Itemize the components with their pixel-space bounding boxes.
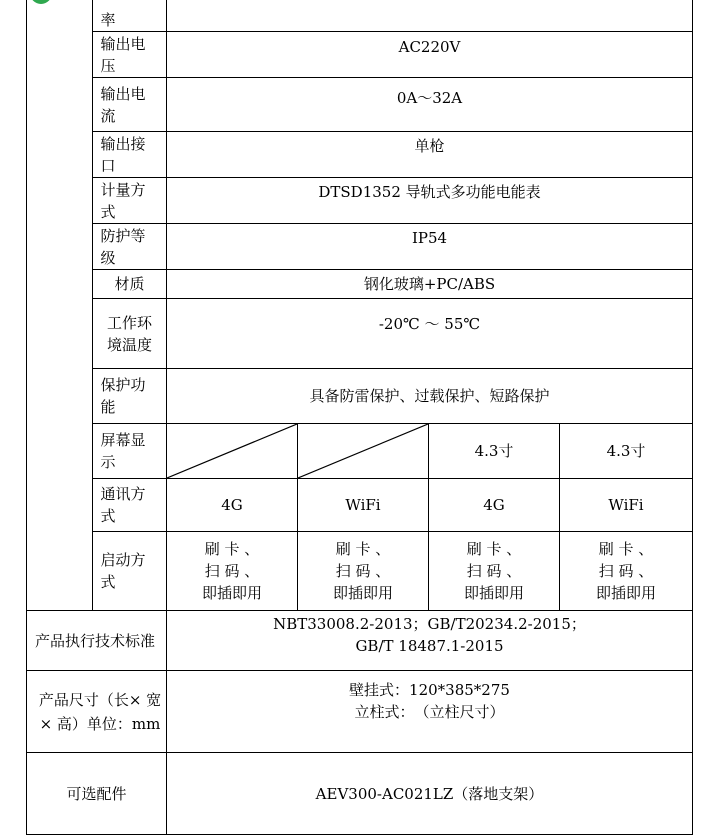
start-line-2: 扫 码 、 — [204, 562, 260, 580]
dimensions-label-text: 产品尺寸（长× 宽× 高）单位：mm — [38, 690, 162, 733]
start-line-3: 即插即用 — [332, 584, 393, 602]
table-row — [27, 753, 693, 835]
material-value: 钢化玻璃+PC/ABS — [167, 270, 693, 299]
environment-label-text: 工作环境温度 — [106, 313, 152, 354]
start-line-1: 刷 卡 、 — [204, 540, 260, 558]
start-line-3: 即插即用 — [201, 584, 262, 602]
standard-line-1: NBT33008.2-2013；GB/T20234.2-2015； — [273, 615, 586, 633]
table-row — [27, 32, 693, 78]
start-value-1 — [167, 532, 298, 611]
screen-label-text: 屏幕显示 — [100, 431, 146, 471]
spec-table — [26, 0, 693, 835]
dimensions-line-2: 立柱式： （立柱尺寸） — [354, 703, 505, 721]
start-value-3 — [429, 532, 560, 611]
table-row — [27, 532, 693, 611]
table-row — [27, 224, 693, 270]
start-line-2: 扫 码 、 — [466, 562, 522, 580]
table-row — [27, 270, 693, 299]
row-label-metering — [93, 178, 167, 224]
voltage-label-text: 输出电压 — [100, 34, 146, 75]
table-row — [27, 369, 693, 424]
standard-value — [167, 611, 693, 671]
environment-value: -20℃ ～ 55℃ — [167, 299, 693, 369]
start-line-2: 扫 码 、 — [335, 562, 391, 580]
dimensions-line-1: 壁挂式：120*385*275 — [349, 681, 510, 699]
voltage-value: AC220V — [167, 32, 693, 78]
row-label-comms — [93, 479, 167, 532]
standard-line-2: GB/T 18487.1-2015 — [355, 637, 504, 655]
rate-value-cell — [167, 0, 693, 32]
dimensions-value — [167, 671, 693, 753]
start-line-2: 扫 码 、 — [598, 562, 654, 580]
start-line-1: 刷 卡 、 — [335, 540, 391, 558]
row-label-material — [93, 270, 167, 299]
row-label-rate — [93, 0, 167, 32]
row-label-voltage — [93, 32, 167, 78]
table-row — [27, 299, 693, 369]
material-label-text: 材质 — [114, 275, 145, 293]
start-line-1: 刷 卡 、 — [598, 540, 654, 558]
start-value-2 — [298, 532, 429, 611]
row-label-environment — [93, 299, 167, 369]
row-label-protection-func — [93, 369, 167, 424]
table-row — [27, 611, 693, 671]
comms-value-3: 4G — [429, 479, 560, 532]
row-label-interface — [93, 132, 167, 178]
outer-label-cell — [27, 0, 93, 611]
table-row — [27, 0, 693, 32]
table-row — [27, 424, 693, 479]
protection-grade-value: IP54 — [167, 224, 693, 270]
screen-value-2 — [298, 424, 429, 479]
start-line-3: 即插即用 — [463, 584, 524, 602]
start-value-4 — [560, 532, 693, 611]
row-label-dimensions — [27, 671, 167, 753]
accessories-value: AEV300-AC021LZ（落地支架） — [167, 753, 693, 835]
comms-value-4: WiFi — [560, 479, 693, 532]
screen-value-4: 4.3寸 — [560, 424, 693, 479]
table-row — [27, 78, 693, 132]
row-label-accessories — [27, 753, 167, 835]
diagonal-slash-icon — [298, 424, 428, 478]
table-row — [27, 479, 693, 532]
row-label-standard — [27, 611, 167, 671]
protection-func-value: 具备防雷保护、过载保护、短路保护 — [167, 369, 693, 424]
comms-value-2: WiFi — [298, 479, 429, 532]
start-line-1: 刷 卡 、 — [466, 540, 522, 558]
comms-label-text: 通讯方式 — [100, 485, 146, 525]
interface-label-text: 输出接口 — [100, 134, 146, 175]
table-row — [27, 178, 693, 224]
row-label-start — [93, 532, 167, 611]
table-row — [27, 132, 693, 178]
metering-label-text: 计量方式 — [100, 180, 146, 221]
current-label-text: 输出电流 — [100, 84, 146, 125]
table-row — [27, 671, 693, 753]
accessories-label-text: 可选配件 — [66, 784, 127, 803]
row-label-current — [93, 78, 167, 132]
start-label-text: 启动方式 — [100, 551, 146, 591]
rate-label-text: 率 — [100, 11, 116, 29]
interface-value: 单枪 — [167, 132, 693, 178]
diagonal-slash-icon — [167, 424, 297, 478]
comms-value-1: 4G — [167, 479, 298, 532]
metering-value: DTSD1352 导轨式多功能电能表 — [167, 178, 693, 224]
protection-grade-label-text: 防护等级 — [100, 226, 146, 267]
current-value: 0A～32A — [167, 78, 693, 132]
standard-label-text: 产品执行技术标准 — [35, 631, 156, 650]
screen-value-1 — [167, 424, 298, 479]
protection-func-label-text: 保护功能 — [100, 376, 146, 416]
start-line-3: 即插即用 — [595, 584, 656, 602]
row-label-screen — [93, 424, 167, 479]
row-label-protection-grade — [93, 224, 167, 270]
screen-value-3: 4.3寸 — [429, 424, 560, 479]
